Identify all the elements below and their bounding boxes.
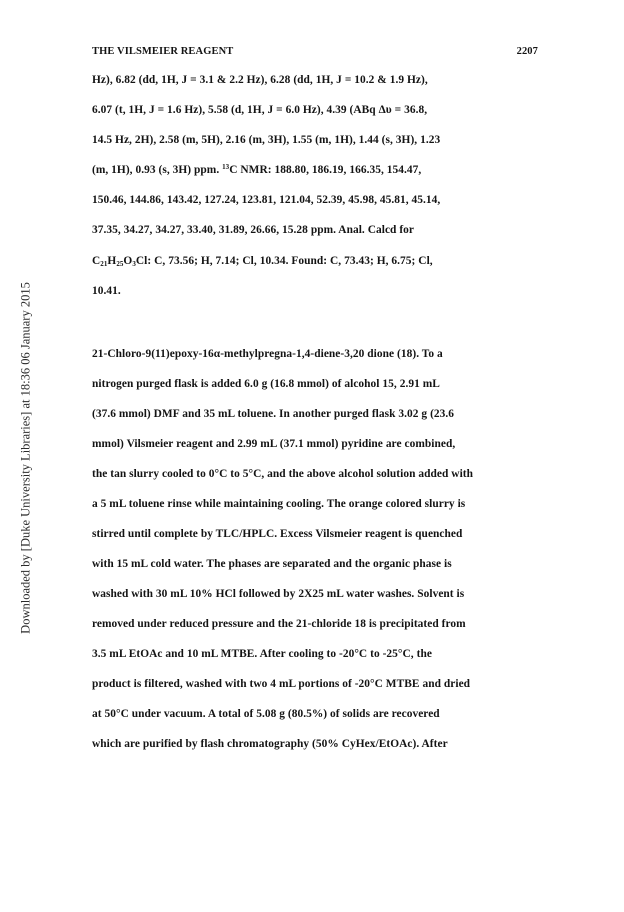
compound-heading: 21-Chloro-9(11)epoxy-16α-methylpregna-1,4-diene-3,20 dione (18). — [92, 348, 420, 360]
text-line: nitrogen purged flask is added 6.0 g (16.8 mmol) of alcohol 15, 2.91 mL — [92, 378, 440, 390]
text-line: which are purified by flash chromatography (50% CyHex/EtOAc). After — [92, 738, 448, 750]
text-line: 3.5 mL EtOAc and 10 mL MTBE. After cooling to -20°C to -25°C, the — [92, 648, 432, 660]
text-line: stirred until complete by TLC/HPLC. Excess Vilsmeier reagent is quenched — [92, 528, 463, 540]
text-line-nmr — [92, 164, 421, 176]
text-line: (37.6 mmol) DMF and 35 mL toluene. In another purged flask 3.02 g (23.6 — [92, 408, 455, 420]
text-line: a 5 mL toluene rinse while maintaining cooling. The orange colored slurry is — [92, 498, 466, 510]
formula-part: O — [123, 255, 133, 267]
formula-subscript: 25 — [116, 260, 124, 268]
text-line: 6.07 (t, 1H, J = 1.6 Hz), 5.58 (d, 1H, J = 6.0 Hz), 4.39 (ABq Δυ = 36.8, — [92, 104, 428, 116]
text-line: removed under reduced pressure and the 21-chloride 18 is precipitated from — [92, 618, 466, 630]
text-segment: To a — [419, 348, 443, 360]
formula-part: H — [107, 255, 117, 267]
formula-subscript: 3 — [132, 260, 136, 268]
text-line: 10.41. — [92, 285, 121, 297]
text-line-formula — [92, 255, 433, 267]
text-line: mmol) Vilsmeier reagent and 2.99 mL (37.1 mmol) pyridine are combined, — [92, 438, 456, 450]
text-segment: C NMR: 188.80, 186.19, 166.35, 154.47, — [229, 164, 422, 176]
text-line: product is filtered, washed with two 4 mL portions of -20°C MTBE and dried — [92, 678, 471, 690]
page-number: 2207 — [516, 46, 538, 57]
compound-heading-line — [92, 348, 443, 360]
formula-part: C — [92, 255, 101, 267]
text-line: with 15 mL cold water. The phases are separated and the organic phase is — [92, 558, 452, 570]
text-segment: (m, 1H), 0.93 (s, 3H) ppm. — [92, 164, 223, 176]
formula-part: Cl: C, 73.56; H, 7.14; Cl, 10.34. Found: C, 73.43; H, 6.75; Cl, — [135, 255, 433, 267]
text-line: 14.5 Hz, 2H), 2.58 (m, 5H), 2.16 (m, 3H), 1.55 (m, 1H), 1.44 (s, 3H), 1.23 — [92, 134, 441, 146]
text-line: Hz), 6.82 (dd, 1H, J = 3.1 & 2.2 Hz), 6.28 (dd, 1H, J = 10.2 & 1.9 Hz), — [92, 74, 428, 86]
text-line: washed with 30 mL 10% HCl followed by 2X25 mL water washes. Solvent is — [92, 588, 465, 600]
isotope-superscript: 13 — [222, 163, 230, 171]
text-line: 150.46, 144.86, 143.42, 127.24, 123.81, 121.04, 52.39, 45.98, 45.81, 45.14, — [92, 194, 441, 206]
running-title: THE VILSMEIER REAGENT — [92, 46, 234, 57]
formula-subscript: 21 — [100, 260, 108, 268]
text-line: the tan slurry cooled to 0°C to 5°C, and the above alcohol solution added with — [92, 468, 474, 480]
text-line: 37.35, 34.27, 34.27, 33.40, 31.89, 26.66, 15.28 ppm. Anal. Calcd for — [92, 224, 415, 236]
watermark-text: Downloaded by [Duke University Libraries] at 18:36 06 January 2015 — [18, 282, 33, 634]
text-line: at 50°C under vacuum. A total of 5.08 g (80.5%) of solids are recovered — [92, 708, 440, 720]
